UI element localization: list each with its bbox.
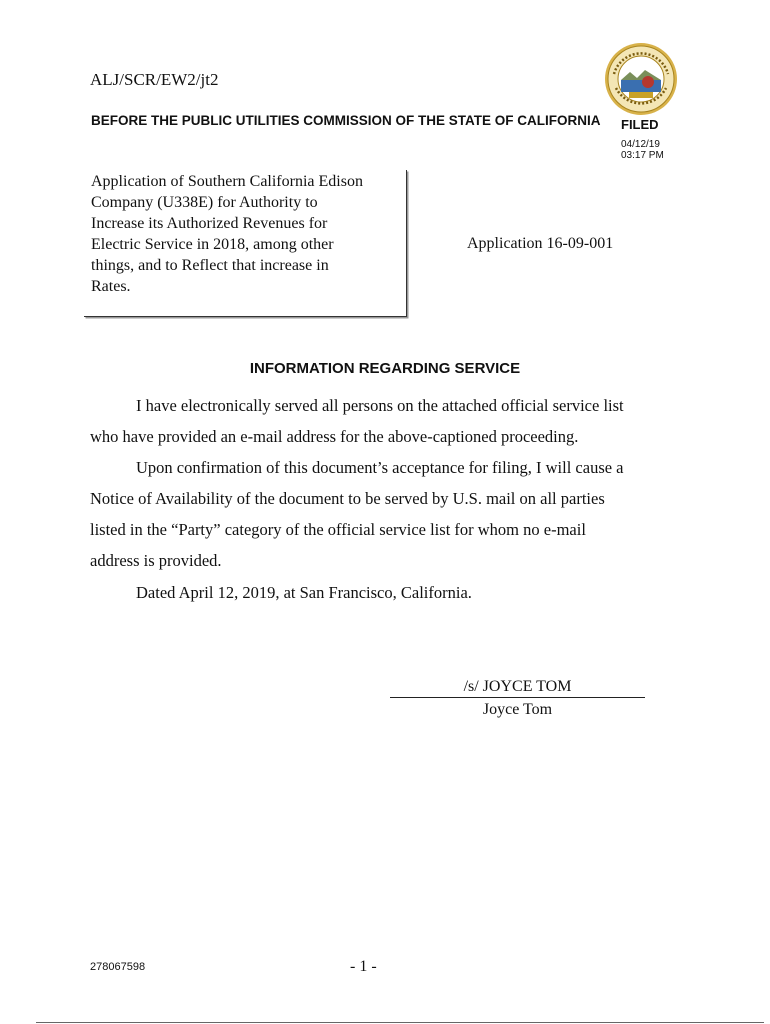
case-caption-box (84, 170, 407, 317)
dated-line: Dated April 12, 2019, at San Francisco, California. (136, 583, 472, 602)
document-id: 278067598 (90, 961, 146, 973)
signature-line (390, 697, 645, 698)
filed-date: 04/12/19 (621, 139, 660, 150)
caption-text (91, 171, 363, 297)
application-number: Application 16-09-001 (467, 235, 614, 252)
body-line: who have provided an e-mail address for the above-captioned proceeding. (90, 427, 579, 446)
caption-line: things, and to Reflect that increase in (91, 257, 329, 274)
caption-line: Company (U338E) for Authority to (91, 194, 318, 211)
section-heading: INFORMATION REGARDING SERVICE (249, 360, 521, 377)
docket-number: ALJ/SCR/EW2/jt2 (90, 70, 219, 89)
body-line: Upon confirmation of this document’s acceptance for filing, I will cause a (136, 458, 624, 477)
caption-line: Rates. (91, 278, 131, 295)
caption-line: Application of Southern California Edison (91, 173, 363, 190)
caption-line: Electric Service in 2018, among other (91, 236, 334, 253)
caption-line: Increase its Authorized Revenues for (91, 215, 328, 232)
page-number: - 1 - (350, 958, 377, 975)
body-line: I have electronically served all persons on the attached official service list (136, 396, 624, 415)
filed-stamp-label: FILED (621, 117, 659, 132)
body-line: listed in the “Party” category of the official service list for whom no e-mail (90, 520, 586, 539)
california-puc-seal-icon (604, 42, 678, 116)
signer-name: Joyce Tom (482, 701, 553, 718)
court-title: BEFORE THE PUBLIC UTILITIES COMMISSION OF THE STATE OF CALIFORNIA (91, 113, 601, 128)
body-line: Notice of Availability of the document to be served by U.S. mail on all parties (90, 489, 605, 508)
body-line: address is provided. (90, 551, 222, 570)
footer-divider (36, 1022, 764, 1023)
electronic-signature: /s/ JOYCE TOM (463, 678, 572, 695)
filed-time: 03:17 PM (621, 150, 664, 161)
